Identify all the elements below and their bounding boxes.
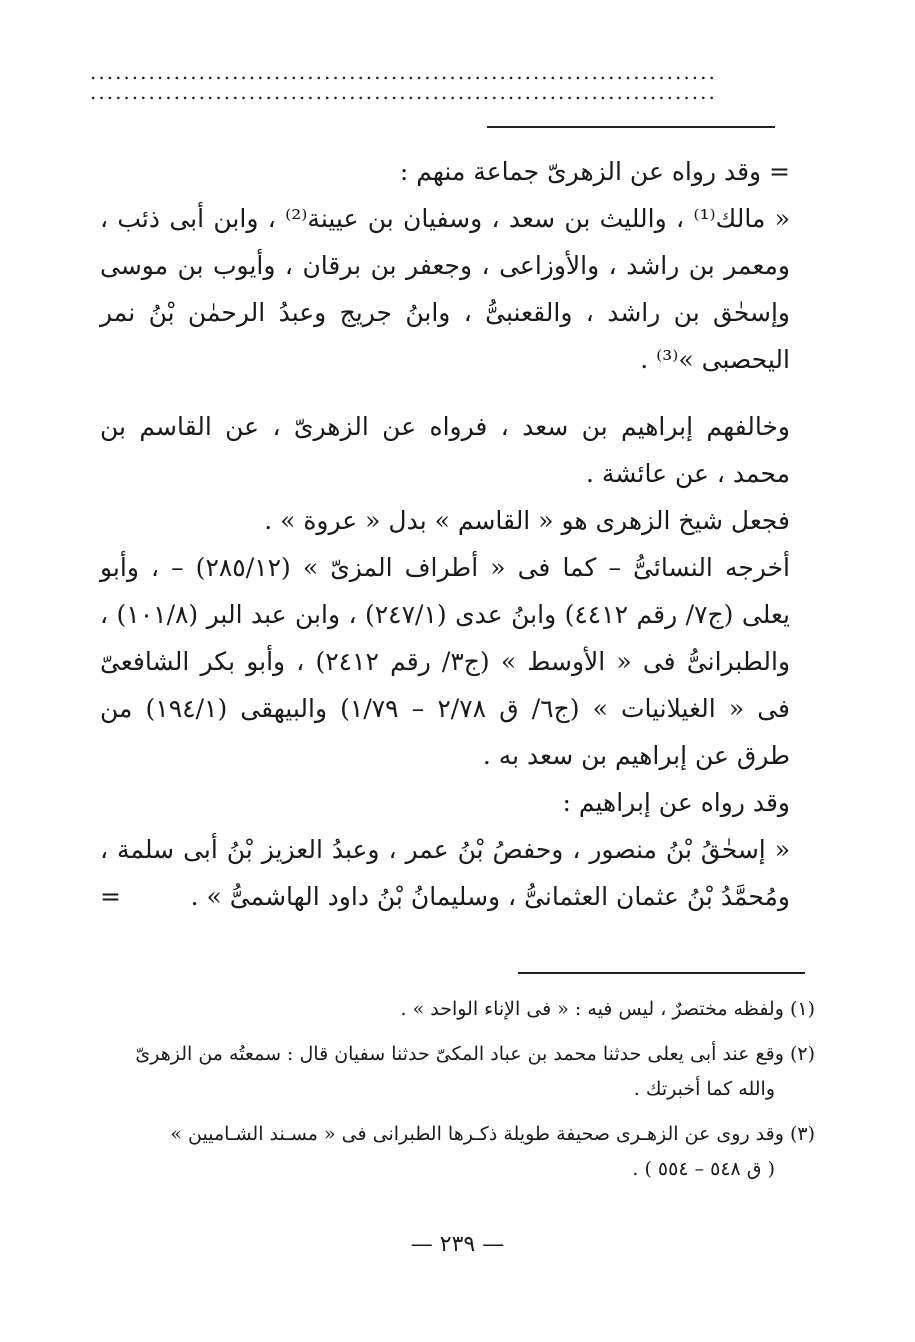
top-separator-rule	[487, 126, 775, 128]
footnote-3	[100, 1117, 815, 1187]
footnote-3-text: (٣) وقد روى عن الزهـرى صحيفة طويلة ذكـرها الطبرانى فى « مسـند الشـاميين »	[170, 1123, 815, 1145]
footnote-2-text: (٢) وقع عند أبى يعلى حدثنا محمد بن عباد المكىّ حدثنا سفيان قال : سمعتُه من الزهرىّ	[135, 1043, 815, 1065]
footnote-1: (١) ولفظه مختصرٌ ، ليس فيه : « فى الإناء الواحد » .	[400, 998, 815, 1020]
paragraph-4: فجعل شيخ الزهرى هو « القاسم » بدل « عروة » .	[264, 506, 790, 535]
continuation-mark: =	[100, 882, 121, 911]
paragraph-7-text: « إسحٰقُ بْنُ منصور ، وحفصُ بْنُ عمر ، وعبدُ العزيز بْنُ أبى سلمة ، ومُحمَّدُ بْنُ عثمان العثمانىُّ ، وسليمانُ بْنُ داود الهاشمىُّ » .	[100, 835, 790, 911]
header-dotted-line	[90, 62, 770, 102]
dotted-line-bottom: ...........................................................................	[90, 80, 717, 102]
page-number: — ٢٣٩ —	[410, 1232, 505, 1257]
paragraph-1: = وقد رواه عن الزهرىّ جماعة منهم :	[399, 157, 790, 186]
main-text-block	[100, 148, 790, 920]
paragraph-6: وقد رواه عن إبراهيم :	[562, 788, 790, 817]
dotted-line-top: ...........................................................................	[90, 62, 717, 84]
footnote-2-continuation: والله كما أخبرتك .	[633, 1078, 775, 1100]
footnote-separator-rule	[518, 972, 805, 974]
paragraph-5: أخرجه النسائىُّ – كما فى « أطراف المزىّ » (٢٨٥/١٢) – ، وأبو يعلى (ج٧/ رقم ٤٤١٢) وابنُ عدى (٢٤٧/١) ، وابن عبد البر (١٠١/٨) ، والطبرانىُّ فى « الأوسط » (ج٣/ رقم ٢٤١٢) ، وأبو بكر الشافعىّ فى « الغيلانيات » (ج٦/ ق ٢/٧٨ – ١/٧٩) والبيهقى (١٩٤/١) من طرق عن إبراهيم بن سعد به .	[100, 553, 791, 770]
paragraph-7	[100, 826, 790, 920]
paragraph-gap	[100, 383, 790, 403]
footnote-3-continuation: ( ق ٥٤٨ – ٥٥٤ ) .	[632, 1158, 775, 1180]
paragraph-3: وخالفهم إبراهيم بن سعد ، فرواه عن الزهرىّ ، عن القاسم بن محمد ، عن عائشة .	[100, 412, 790, 488]
footnotes-block	[100, 992, 815, 1197]
paragraph-2: « مالك⁽¹⁾ ، والليث بن سعد ، وسفيان بن عيينة⁽²⁾ ، وابن أبى ذئب ، ومعمر بن راشد ، والأوزاعى ، وجعفر بن برقان ، وأيوب بن موسى وإسحٰق بن راشد ، والقعنبىُّ ، وابنُ جريج وعبدُ الرحمٰن بْنُ نمر اليحصبى »⁽³⁾ .	[100, 204, 790, 374]
footnote-2	[100, 1037, 815, 1107]
